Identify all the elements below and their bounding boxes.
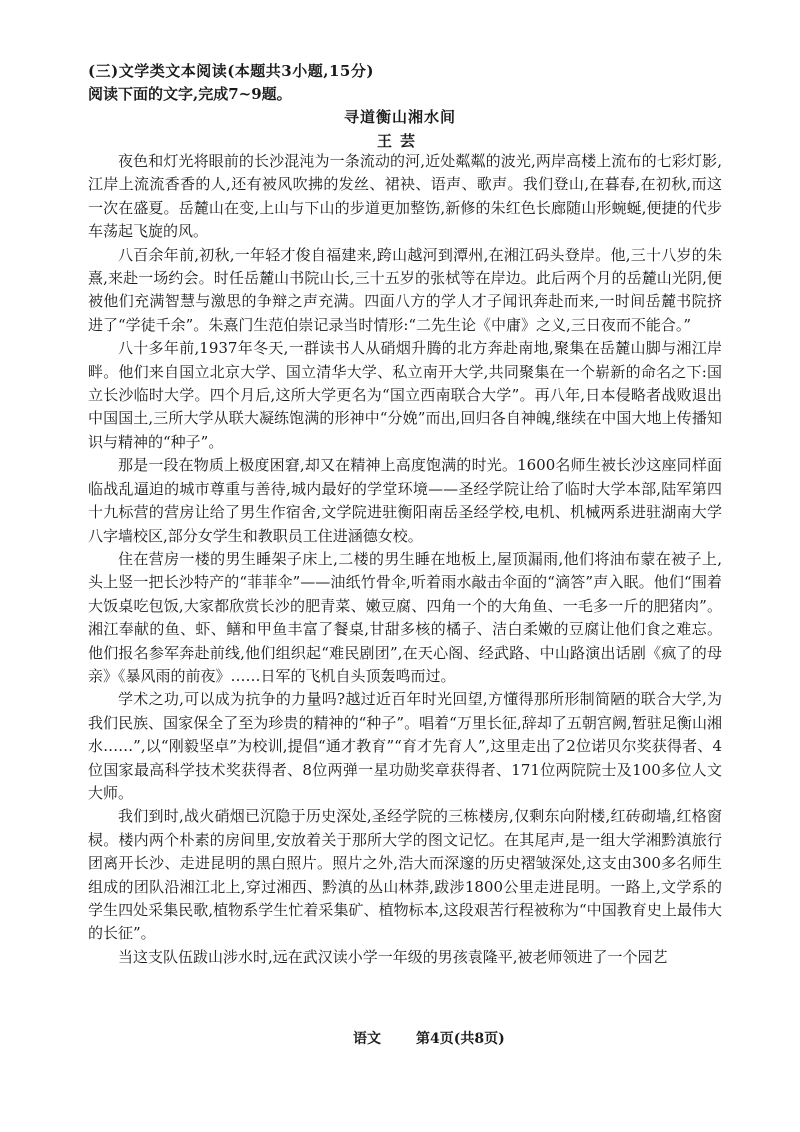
reading-instruction: 阅读下面的文字,完成7~9题。 <box>88 85 292 103</box>
paragraph-6: 学术之功,可以成为抗争的力量吗?越过近百年时光回望,方懂得那所形制简陋的联合大学,为我们民族、国家保全了至为珍贵的精神的“种子”。唱着“万里长征,辞却了五朝宫阙,暂驻足衡山湘水……”,以“刚毅坚卓”为校训,提倡“通才教育”“育才先育人”,这里走出了2位诺贝尔奖获得者、4位国家最高科学技术奖获得者、8位两弹一星功勋奖章获得者、171位两院院士及100多位人文大师。 <box>88 690 722 802</box>
paragraph-1: 夜色和灯光将眼前的长沙混沌为一条流动的河,近处粼粼的波光,两岸高楼上流布的七彩灯影,江岸上流流香香的人,还有被风吹拂的发丝、裙袂、语声、歌声。我们登山,在暮春,在初秋,而这一次在盛夏。岳麓山在变,上山与下山的步道更加整饬,新修的朱红色长廊随山形蜿蜒,便捷的代步车荡起飞旋的风。 <box>88 152 722 241</box>
footer-page-number: 第4页(共8页) <box>416 1031 505 1047</box>
footer-subject: 语文 <box>353 1031 381 1047</box>
paragraph-2: 八百余年前,初秋,一年轻才俊自福建来,跨山越河到潭州,在湘江码头登岸。他,三十八岁的朱熹,来赴一场约会。时任岳麓山书院山长,三十五岁的张栻等在岸边。此后两个月的岳麓山光阴,便被他们充满智慧与激思的争辩之声充满。四面八方的学人才子闻讯奔赴而来,一时间岳麓书院挤进了“学徒千余”。朱熹门生范伯崇记录当时情形:“二先生论《中庸》之义,三日夜而不能合。” <box>88 245 722 334</box>
article-body <box>88 150 722 969</box>
article-author: 王芸 <box>376 132 423 150</box>
section-heading: (三)文学类文本阅读(本题共3小题,15分) <box>88 62 374 80</box>
article-title: 寻道衡山湘水间 <box>343 108 456 126</box>
paragraph-7: 我们到时,战火硝烟已沉隐于历史深处,圣经学院的三栋楼房,仅剩东向附楼,红砖砌墙,红格窗棂。楼内两个朴素的房间里,安放着关于那所大学的图文记忆。在其尾声,是一组大学湘黔滇旅行团离开长沙、走进昆明的黑白照片。照片之外,浩大而深邃的历史褶皱深处,这支由300多名师生组成的团队沿湘江北上,穿过湘西、黔滇的丛山林莽,跋涉1800公里走进昆明。一路上,文学系的学生四处采集民歌,植物系学生忙着采集矿、植物标本,这段艰苦行程被称为“中国教育史上最伟大的长征”。 <box>88 807 722 943</box>
paragraph-3: 八十多年前,1937年冬天,一群读书人从硝烟升腾的北方奔赴南地,聚集在岳麓山脚与湘江岸畔。他们来自国立北京大学、国立清华大学、私立南开大学,共同聚集在一个崭新的命名之下:国立长沙临时大学。四个月后,这所大学更名为“国立西南联合大学”。再八年,日本侵略者战败退出中国国土,三所大学从联大凝练饱满的形神中“分娩”而出,回归各自神魄,继续在中国大地上传播知识与精神的“种子”。 <box>88 339 722 451</box>
paragraph-4: 那是一段在物质上极度困窘,却又在精神上高度饱满的时光。1600名师生被长沙这座同样面临战乱逼迫的城市尊重与善待,城内最好的学堂环境——圣经学院让给了临时大学本部,陆军第四十九标营的营房让给了男生作宿舍,文学院进驻衡阳南岳圣经学校,电机、机械两系进驻湖南大学八字墙校区,部分女学生和教职员工住进涵德女校。 <box>88 456 722 545</box>
paragraph-8: 当这支队伍跋山涉水时,远在武汉读小学一年级的男孩袁隆平,被老师领进了一个园艺 <box>118 947 668 966</box>
paragraph-5: 住在营房一楼的男生睡架子床上,二楼的男生睡在地板上,屋顶漏雨,他们将油布蒙在被子上,头上竖一把长沙特产的“菲菲伞”——油纸竹骨伞,听着雨水敲击伞面的“滴答”声入眠。他们“围着大饭桌吃包饭,大家都欣赏长沙的肥青菜、嫩豆腐、四角一个的大角鱼、一毛多一斤的肥猪肉”。湘江奉献的鱼、虾、鳝和甲鱼丰富了餐桌,甘甜多核的橘子、洁白柔嫩的豆腐让他们食之难忘。他们报名参军奔赴前线,他们组织起“难民剧团”,在天心阁、经武路、中山路演出话剧《疯了的母亲》《暴风雨的前夜》……日军的飞机自头顶轰鸣而过。 <box>88 549 722 685</box>
